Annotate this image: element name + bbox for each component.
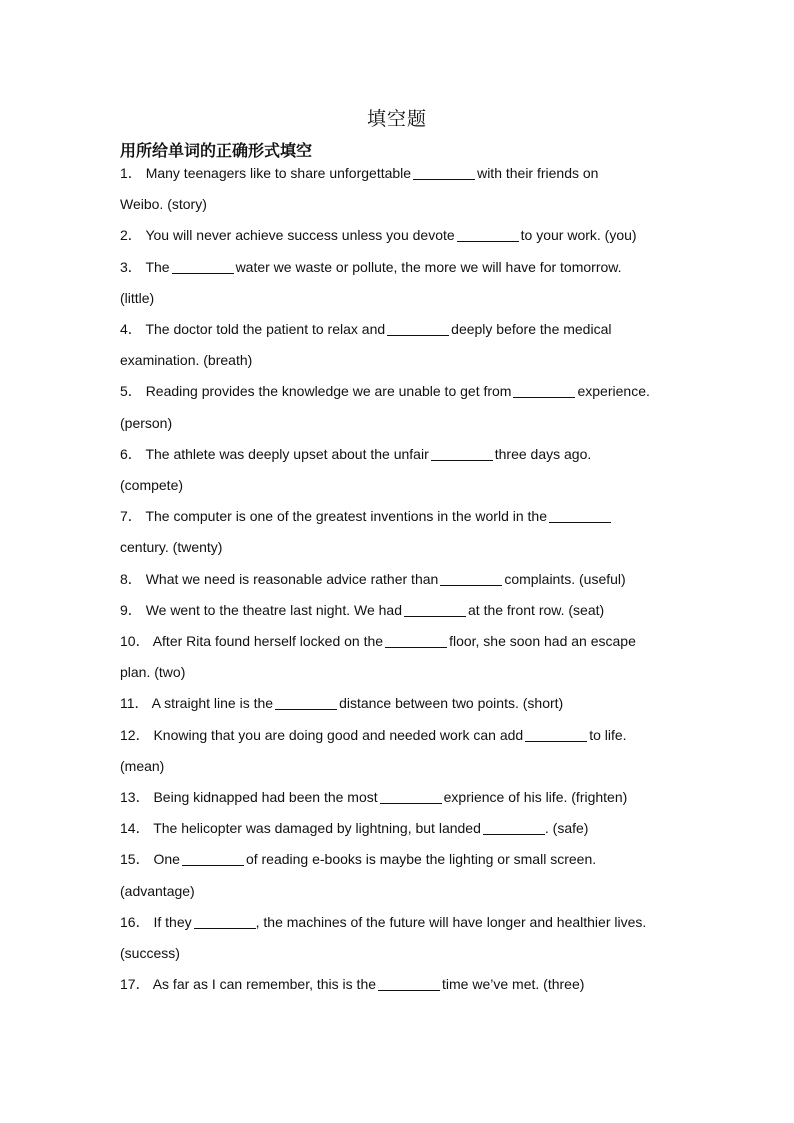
answer-blank[interactable]: [483, 820, 545, 835]
question-text: Knowing that you are doing good and needed work can add: [153, 726, 524, 743]
question-text: The athlete was deeply upset about the unfair: [145, 445, 429, 462]
question-continuation: (advantage): [120, 882, 195, 899]
answer-blank[interactable]: [549, 508, 611, 523]
answer-blank[interactable]: [431, 446, 493, 461]
question-text: We went to the theatre last night. We had: [145, 601, 402, 618]
question-item: [120, 252, 690, 283]
question-text-after-blank: at the front row. (seat): [468, 601, 605, 618]
question-number: 12．: [120, 726, 150, 743]
page-title: 填空题: [366, 108, 427, 130]
answer-blank[interactable]: [413, 165, 475, 180]
question-text: Being kidnapped had been the most: [153, 789, 378, 806]
question-text: A straight line is the: [151, 695, 274, 712]
question-continuation: Weibo. (story): [120, 196, 207, 213]
question-number: 11．: [120, 695, 149, 712]
question-text: After Rita found herself locked on the: [152, 633, 384, 650]
answer-blank[interactable]: [275, 695, 337, 710]
question-text: What we need is reasonable advice rather than: [145, 570, 439, 587]
question-item: [120, 158, 690, 189]
question-number: 5．: [120, 383, 142, 400]
answer-blank[interactable]: [385, 633, 447, 648]
question-text-after-blank: three days ago.: [494, 445, 592, 462]
answer-blank[interactable]: [378, 976, 440, 991]
question-continuation: plan. (two): [120, 664, 186, 681]
question-number: 1．: [120, 165, 142, 181]
question-item: [120, 782, 690, 813]
question-text: Reading provides the knowledge we are unable to get from: [145, 383, 512, 400]
question-text-after-blank: distance between two points. (short): [339, 695, 564, 712]
question-item: [120, 564, 690, 595]
question-continuation: examination. (breath): [120, 352, 253, 369]
question-text: The: [145, 258, 170, 275]
question-number: 2．: [120, 227, 142, 244]
question-number: 3．: [120, 258, 142, 275]
question-text: As far as I can remember, this is the: [152, 976, 377, 993]
question-text: Many teenagers like to share unforgettable: [145, 165, 412, 181]
question-item: [120, 220, 690, 251]
question-continuation: (little): [120, 289, 155, 306]
question-number: 4．: [120, 321, 142, 338]
question-list: [120, 158, 690, 1000]
question-item: [120, 907, 690, 938]
question-number: 10．: [120, 633, 150, 650]
question-item: [120, 501, 690, 532]
question-item: [120, 688, 690, 719]
question-item: [120, 595, 690, 626]
question-text-after-blank: experience.: [577, 383, 650, 400]
answer-blank[interactable]: [194, 914, 256, 929]
question-number: 9．: [120, 601, 142, 618]
question-text-after-blank: floor, she soon had an escape: [449, 633, 636, 650]
question-item: [120, 969, 690, 1000]
question-number: 6．: [120, 445, 142, 462]
question-text: The helicopter was damaged by lightning, but landed: [153, 820, 481, 837]
answer-blank[interactable]: [457, 227, 519, 242]
question-text-after-blank: exprience of his life. (frighten): [443, 789, 628, 806]
question-number: 16．: [120, 913, 150, 930]
section-heading: 用所给单词的正确形式填空: [120, 141, 313, 160]
question-text-after-blank: complaints. (useful): [504, 570, 626, 587]
answer-blank[interactable]: [387, 321, 449, 336]
question-text-after-blank: deeply before the medical: [451, 321, 612, 338]
question-continuation: (compete): [120, 477, 184, 494]
question-text-after-blank: to life.: [589, 726, 627, 743]
answer-blank[interactable]: [525, 727, 587, 742]
question-text-after-blank: , the machines of the future will have longer and healthier lives.: [255, 913, 647, 930]
question-item: [120, 720, 690, 751]
question-item: [120, 844, 690, 875]
question-item: [120, 314, 690, 345]
question-number: 13．: [120, 789, 150, 806]
question-number: 8．: [120, 570, 142, 587]
question-text-after-blank: with their friends on: [477, 165, 599, 181]
question-number: 7．: [120, 508, 142, 525]
question-text-after-blank: of reading e-books is maybe the lighting or small screen.: [245, 851, 597, 868]
answer-blank[interactable]: [182, 851, 244, 866]
question-text: The computer is one of the greatest inventions in the world in the: [145, 508, 548, 525]
question-item: [120, 813, 690, 844]
question-text: One: [153, 851, 180, 868]
question-item: [120, 376, 690, 407]
question-text-after-blank: to your work. (you): [520, 227, 637, 244]
question-text-after-blank: time we’ve met. (three): [442, 976, 585, 993]
answer-blank[interactable]: [404, 602, 466, 617]
answer-blank[interactable]: [380, 789, 442, 804]
question-item: [120, 439, 690, 470]
question-continuation: century. (twenty): [120, 539, 223, 556]
question-text: You will never achieve success unless you devote: [145, 227, 455, 244]
question-number: 17．: [120, 976, 150, 993]
answer-blank[interactable]: [513, 383, 575, 398]
answer-blank[interactable]: [172, 259, 234, 274]
question-text-after-blank: water we waste or pollute, the more we will have for tomorrow.: [235, 258, 622, 275]
question-continuation: (mean): [120, 757, 165, 774]
question-text: The doctor told the patient to relax and: [145, 321, 386, 338]
question-item: [120, 626, 690, 657]
question-text: If they: [153, 913, 192, 930]
question-number: 15．: [120, 851, 150, 868]
question-text-after-blank: . (safe): [544, 820, 589, 837]
question-number: 14．: [120, 820, 150, 837]
answer-blank[interactable]: [440, 571, 502, 586]
question-continuation: (success): [120, 945, 180, 962]
question-continuation: (person): [120, 414, 173, 431]
